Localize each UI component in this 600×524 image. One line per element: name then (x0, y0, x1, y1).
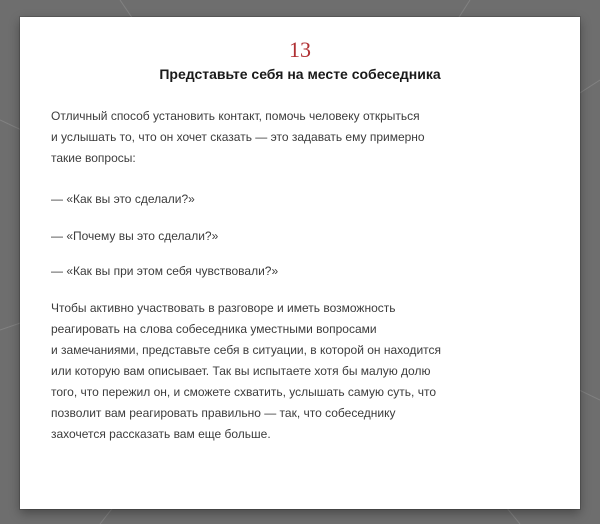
question-item: — «Как вы при этом себя чувствовали?» (51, 264, 279, 278)
advice-paragraph (51, 298, 521, 445)
paragraph-line: и услышать то, что он хочет сказать — это задавать ему примерно (51, 130, 425, 144)
paragraph-line: захочется рассказать вам еще больше. (51, 427, 271, 441)
section-number: 13 (289, 37, 311, 62)
section-title: Представьте себя на месте собеседника (159, 66, 441, 82)
paragraph-line: реагировать на слова собеседника уместными вопросами (51, 322, 377, 336)
question-item: — «Как вы это сделали?» (51, 192, 195, 206)
paragraph-line: такие вопросы: (51, 151, 136, 165)
paragraph-line: и замечаниями, представьте себя в ситуации, в которой он находится (51, 343, 441, 357)
intro-paragraph (51, 106, 521, 169)
paragraph-line: или которую вам описывает. Так вы испытаете хотя бы малую долю (51, 364, 431, 378)
paragraph-line: Отличный способ установить контакт, помочь человеку открыться (51, 109, 420, 123)
paragraph-line: Чтобы активно участвовать в разговоре и иметь возможность (51, 301, 396, 315)
paragraph-line: позволит вам реагировать правильно — так, что собеседнику (51, 406, 396, 420)
paragraph-line: того, что пережил он, и сможете схватить, услышать самую суть, что (51, 385, 437, 399)
article-card (20, 17, 580, 509)
question-item: — «Почему вы это сделали?» (51, 229, 219, 243)
